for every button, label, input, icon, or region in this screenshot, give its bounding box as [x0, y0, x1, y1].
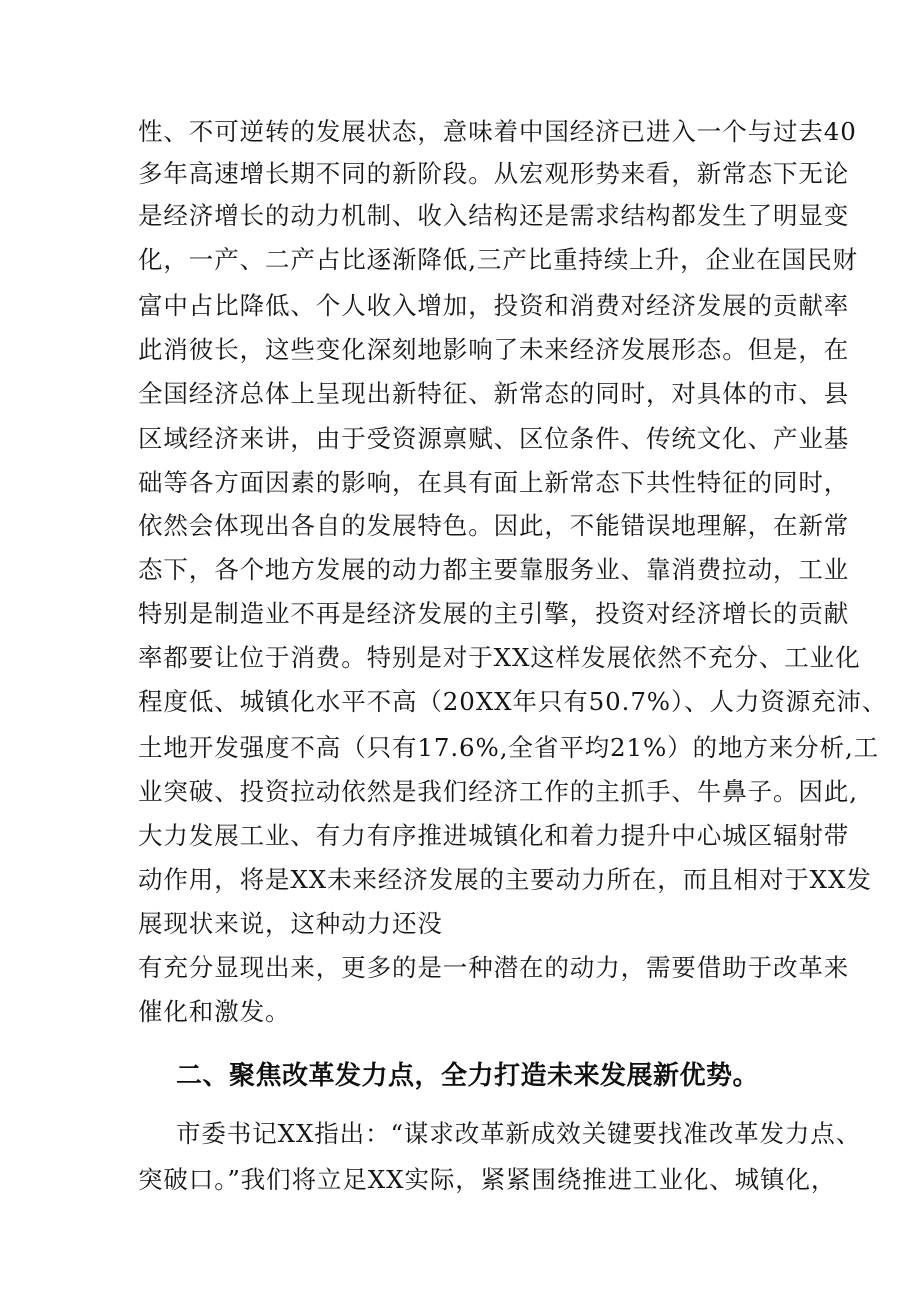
body-text-line: 富中占比降低、个人收入增加，投资和消费对经济发展的贡献率: [138, 291, 850, 320]
body-text-line: 土地开发强度不高（只有17.6%,全省平均21%）的地方来分析,工: [138, 733, 880, 762]
body-text-line: 展现状来说，这种动力还没: [138, 909, 443, 938]
body-text-line: 业突破、投资拉动依然是我们经济工作的主抓手、牛鼻子。因此,: [138, 777, 858, 806]
body-text-line: 全国经济总体上呈现出新特征、新常态的同时，对具体的市、县: [138, 379, 850, 408]
body-text-line: 依然会体现出各自的发展特色。因此，不能错误地理解，在新常: [138, 511, 850, 540]
body-text-line: 区域经济来讲，由于受资源禀赋、区位条件、传统文化、产业基: [138, 424, 850, 453]
body-text-line: 大力发展工业、有力有序推进城镇化和着力提升中心城区辐射带: [138, 821, 850, 850]
body-text-line: 是经济增长的动力机制、收入结构还是需求结构都发生了明显变: [138, 201, 850, 230]
body-text-line: 态下，各个地方发展的动力都主要靠服务业、靠消费拉动，工业: [138, 555, 850, 584]
body-text-line: 性、不可逆转的发展状态，意味着中国经济已进入一个与过去40: [138, 117, 857, 146]
section-heading: 二、聚焦改革发力点，全力打造未来发展新优势。: [176, 1061, 760, 1091]
body-text-line: 特别是制造业不再是经济发展的主引擎，投资对经济增长的贡献: [138, 599, 850, 628]
body-text-line: 率都要让位于消费。特别是对于XX这样发展依然不充分、工业化: [138, 643, 861, 672]
body-text-line: 动作用，将是XX未来经济发展的主要动力所在，而且相对于XX发: [138, 865, 872, 894]
body-text-line: 市委书记XX指出：“谋求改革新成效关键要找准改革发力点、: [176, 1119, 862, 1148]
body-text-line: 程度低、城镇化水平不高（20XX年只有50.7%）、人力资源充沛、: [138, 687, 888, 716]
body-text-line: 础等各方面因素的影响，在具有面上新常态下共性特征的同时，: [138, 468, 850, 497]
body-text-line: 突破口。”我们将立足XX实际，紧紧围绕推进工业化、城镇化，: [138, 1165, 837, 1194]
body-text-line: 催化和激发。: [138, 997, 291, 1026]
body-text-line: 化，一产、二产占比逐渐降低,三产比重持续上升，企业在国民财: [138, 245, 858, 274]
body-text-line: 有充分显现出来，更多的是一种潜在的动力，需要借助于改革来: [138, 953, 850, 982]
body-text-line: 此消彼长，这些变化深刻地影响了未来经济发展形态。但是，在: [138, 335, 850, 364]
body-text-line: 多年高速增长期不同的新阶段。从宏观形势来看，新常态下无论: [138, 159, 850, 188]
